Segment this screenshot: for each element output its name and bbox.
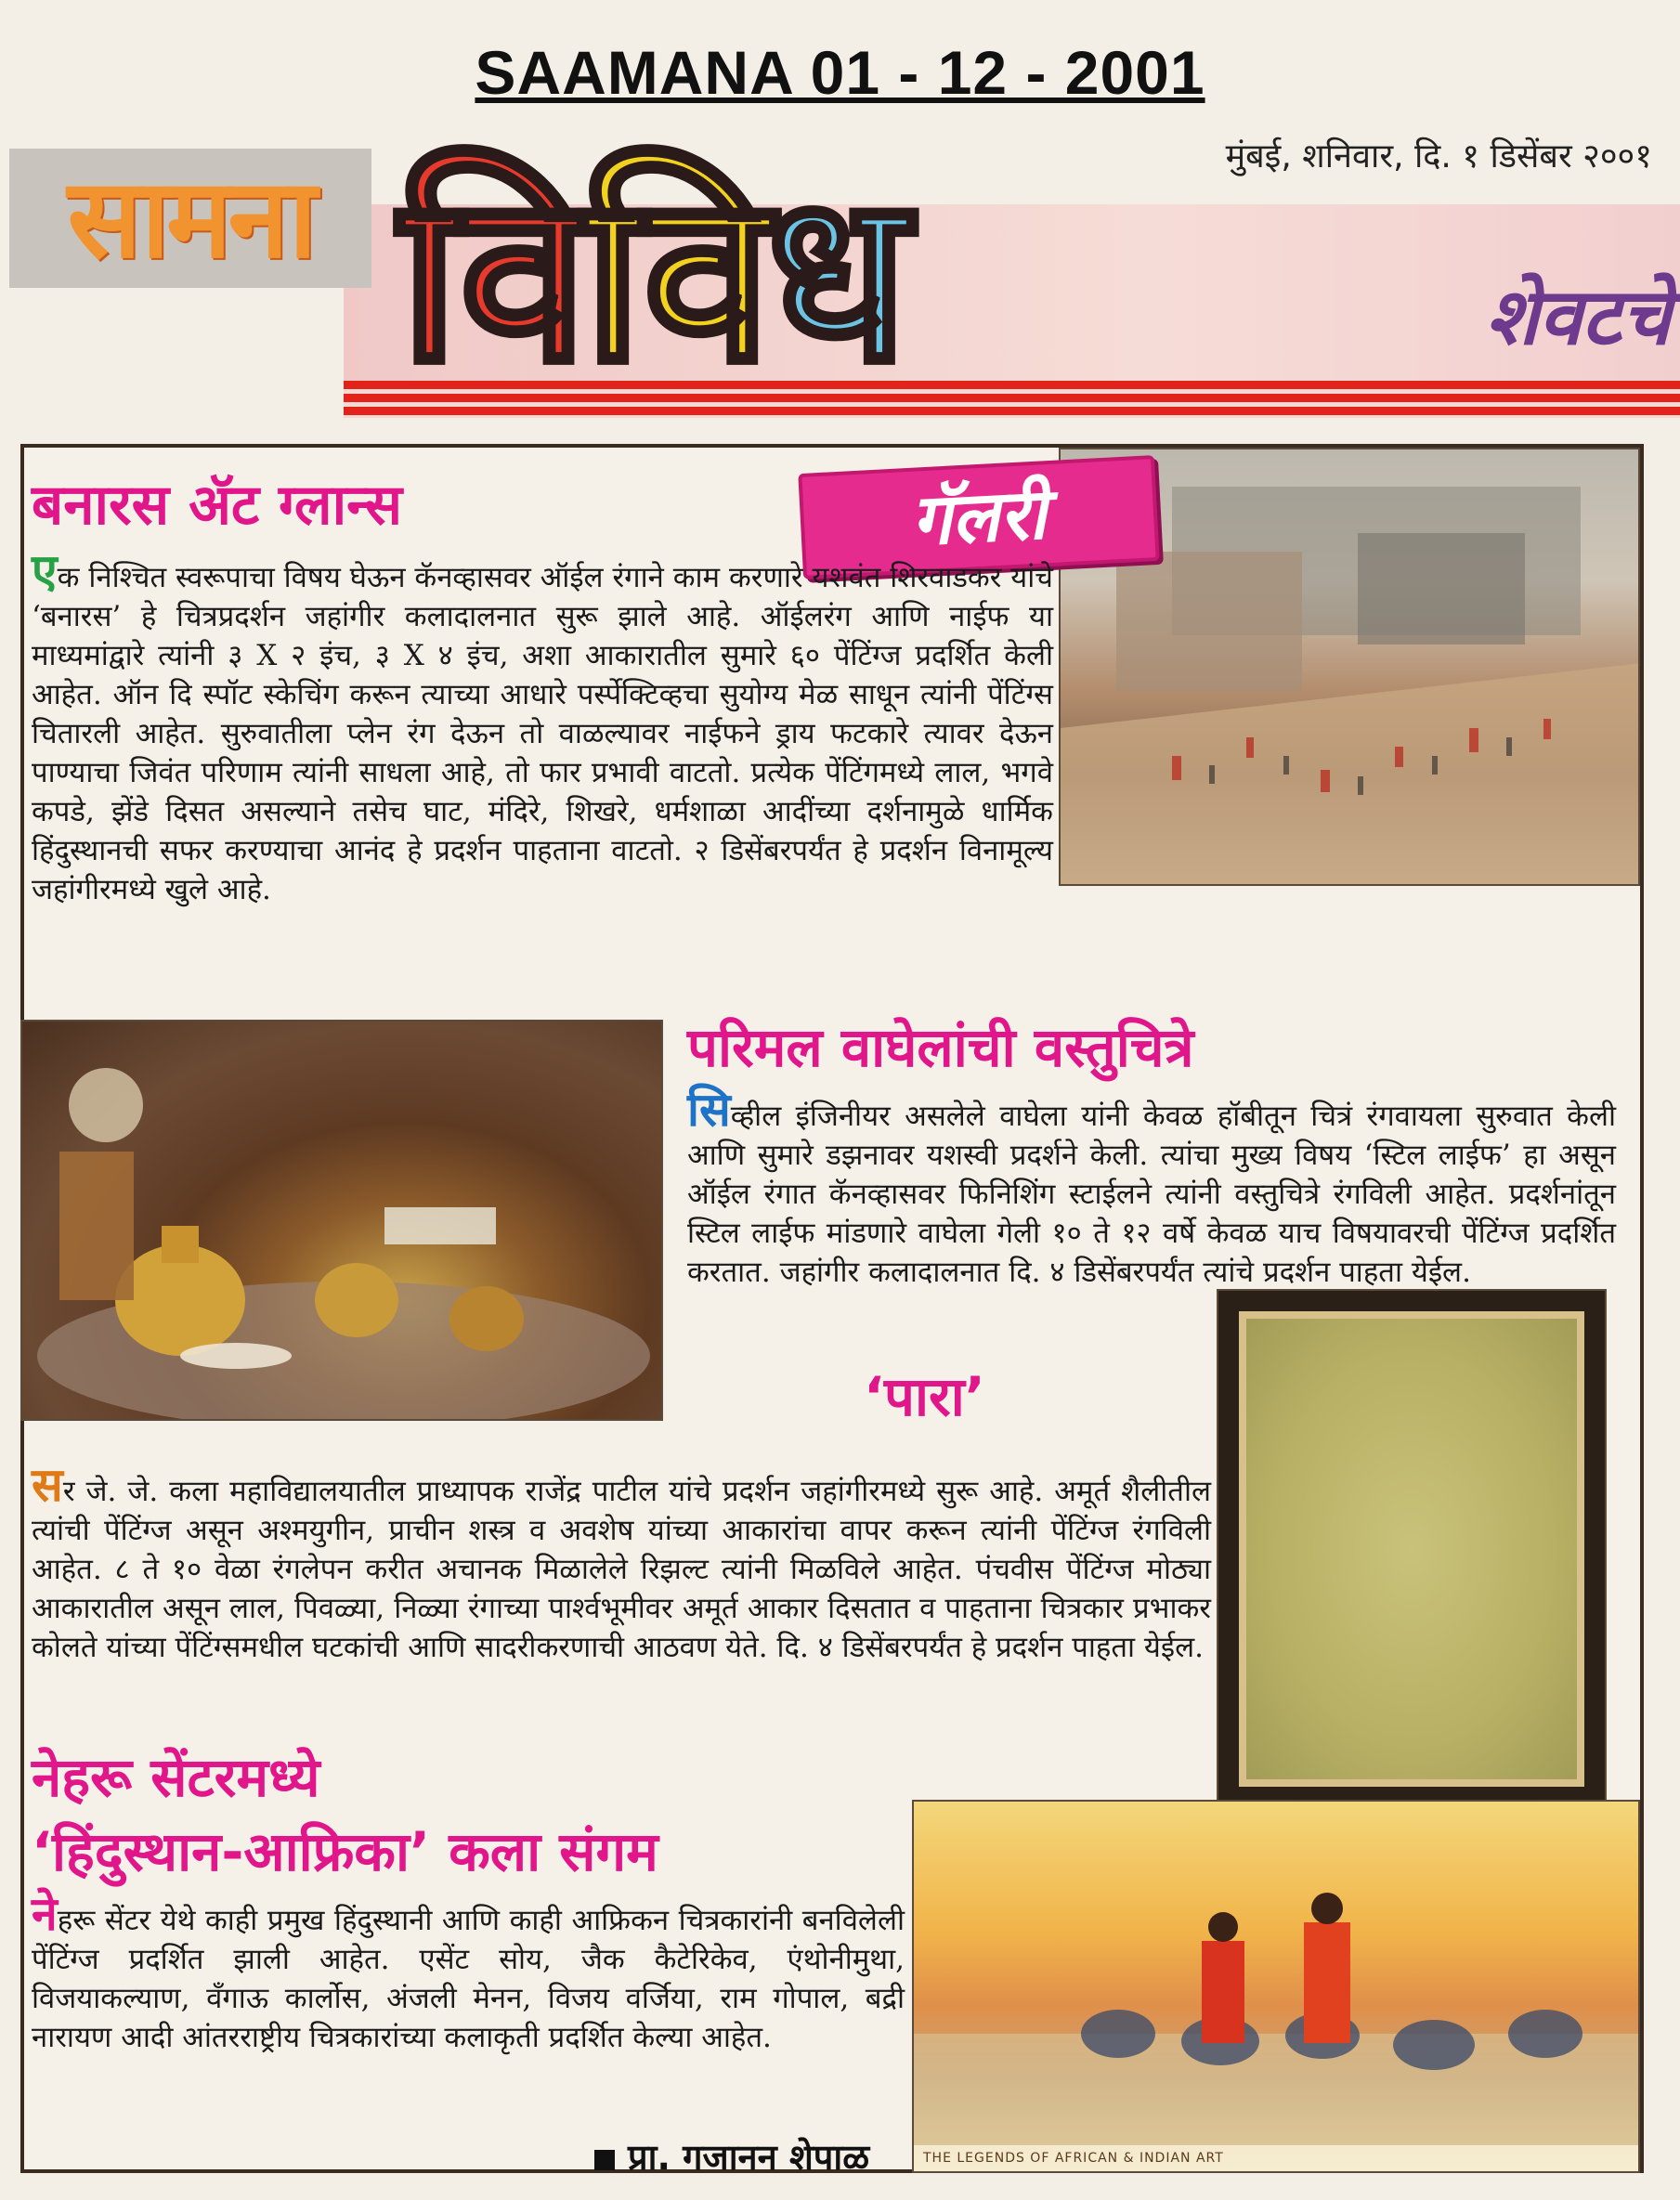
- africa-painting-photo: [912, 1800, 1640, 2173]
- benaras-article-text: क निश्चित स्वरूपाचा विषय घेऊन कॅनव्हासवर ऑईल रंगाने काम करणारे यशवंत शिरवाडकर यांचे ‘बनारस’ हे चित्रप्रदर्शन जहांगीर कलादालनात सुरू झाले आहे. ऑईलरंग आणि नाईफ या माध्यमांद्वारे त्यांनी ३ X २ इंच, ३ X ४ इंच, अशा आकारातील सुमारे ६० पेंटिंग्ज प्रदर्शित केली आहेत. ऑन दि स्पॉट स्केचिंग करून त्याच्या आधारे पर्स्पेक्टिव्हचा सुयोग्य मेळ साधून त्यांनी पेंटिंग्स चितारली आहेत. सुरुवातीला प्लेन रंग देऊन तो वाळल्यावर नाईफने ड्राय फटकारे त्यावर देऊन पाण्याचा जिवंत परिणाम त्यांनी साधला आहे, तो फार प्रभावी वाटतो. प्रत्येक पेंटिंगमध्ये लाल, भगवे कपडे, झेंडे दिसत असल्याने तसेच घाट, मंदिरे, शिखरे, धर्मशाळा आदींच्या दर्शनामुळे धार्मिक हिंदुस्थानची सफर करण्याचा आनंद हे प्रदर्शन पाहताना वाटतो. २ डिसेंबरपर्यंत हे प्रदर्शन विनामूल्य जहांगीरमध्ये खुले आहे.: [32, 561, 1053, 906]
- africa-photo-caption: THE LEGENDS OF AFRICAN & INDIAN ART: [914, 2145, 1638, 2171]
- para-article-body: [32, 1458, 1211, 1667]
- parimal-headline: परिमल वाघेलांची वस्तुचित्रे: [687, 1016, 1194, 1079]
- benaras-article-body-top: [32, 544, 1053, 909]
- benaras-headline: बनारस ॲट ग्लान्स: [32, 473, 403, 538]
- parimal-dropcap: सि: [687, 1083, 731, 1137]
- byline-square-icon: [594, 2150, 615, 2170]
- para-headline: ‘पारा’: [864, 1365, 985, 1428]
- masthead-tagline: शेवटचे: [1485, 271, 1671, 362]
- africa-painting-image: [914, 1802, 1640, 2173]
- still-life-painting-image: [22, 1022, 663, 1421]
- para-painting-canvas: [1239, 1311, 1584, 1787]
- para-dropcap: स: [32, 1458, 63, 1512]
- section-title-part: ध: [766, 143, 905, 413]
- nehru-headline-line2: ‘हिंदुस्थान-आफ्रिका’ कला संगम: [32, 1820, 658, 1883]
- nehru-dropcap: ने: [32, 1887, 58, 1941]
- nehru-headline-line1: नेहरू सेंटरमध्ये: [32, 1746, 320, 1809]
- nehru-article-body: [32, 1887, 905, 2057]
- page-label: SAAMANA 01 - 12 - 2001: [475, 38, 1205, 107]
- section-title: [399, 139, 1142, 427]
- dateline: मुंबई, शनिवार, दि. १ डिसेंबर २००१: [1225, 137, 1652, 176]
- section-title-part: वि: [399, 143, 583, 413]
- section-title-part: वि: [582, 143, 767, 413]
- byline-author: प्रा. गजानन शेपाळ: [628, 2137, 870, 2178]
- para-article-text: र जे. जे. कला महाविद्यालयातील प्राध्यापक राजेंद्र पाटील यांचे प्रदर्शन जहांगीरमध्ये सुरू आहे. अमूर्त शैलीतील त्यांची पेंटिंग्ज असून अश्मयुगीन, प्राचीन शस्त्र व अवशेष यांच्या आकारांचा वापर करून त्यांनी पेंटिंग्ज रंगविली आहेत. ८ ते १० वेळा रंगलेपन करीत अचानक मिळालेले रिझल्ट त्यांनी मिळविले आहेत. पंचवीस पेंटिंग्ज मोठ्या आकारातील असून लाल, पिवळ्या, निळ्या रंगाच्या पार्श्वभूमीवर अमूर्त आकार दिसतात व पाहताना चित्रकार प्रभाकर कोलते यांच्या पेंटिंग्समधील घटकांची आणि सादरीकरणाची आठवण येते. दि. ४ डिसेंबरपर्यंत हे प्रदर्शन पाहता येईल.: [32, 1475, 1211, 1664]
- newspaper-logo: सामना: [9, 149, 371, 288]
- parimal-article-text: व्हील इंजिनीयर असलेले वाघेला यांनी केवळ हॉबीतून चित्रं रंगवायला सुरुवात केली आणि सुमारे डझनावर यशस्वी प्रदर्शने केली. त्यांचा मुख्य विषय ‘स्टिल लाईफ’ हा असून ऑईल रंगात कॅनव्हासवर फिनिशिंग स्टाईलने त्यांनी वस्तुचित्रे रंगविली आहेत. प्रदर्शनांतून स्टिल लाईफ मांडणारे वाघेला गेली १० ते १२ वर्षे केवळ याच विषयावरची पेंटिंग्ज प्रदर्शित करतात. जहांगीर कलादालनात दि. ४ डिसेंबरपर्यंत त्यांचे प्रदर्शन पाहता येईल.: [687, 1100, 1616, 1289]
- benaras-dropcap: ए: [32, 544, 58, 598]
- byline: [594, 2132, 869, 2180]
- para-painting-photo: [1217, 1289, 1607, 1809]
- nehru-article-text: हरू सेंटर येथे काही प्रमुख हिंदुस्थानी आणि काही आफ्रिकन चित्रकारांनी बनविलेली पेंटिंग्ज प्रदर्शित झाली आहेत. एसेंट सोय, जैक कैटेरिकेव, एंथोनीमुथा, विजयाकल्याण, वँगाऊ कार्लोस, अंजली मेनन, विजय वर्जिया, राम गोपाल, बद्री नारायण आदी आंतरराष्ट्रीय चित्रकारांच्या कलाकृती प्रदर्शित केल्या आहेत.: [32, 1904, 905, 2054]
- masthead: [0, 121, 1680, 427]
- still-life-painting-photo: [20, 1020, 663, 1421]
- parimal-article-body: [687, 1083, 1616, 1292]
- gallery-badge: गॅलरी: [798, 455, 1159, 579]
